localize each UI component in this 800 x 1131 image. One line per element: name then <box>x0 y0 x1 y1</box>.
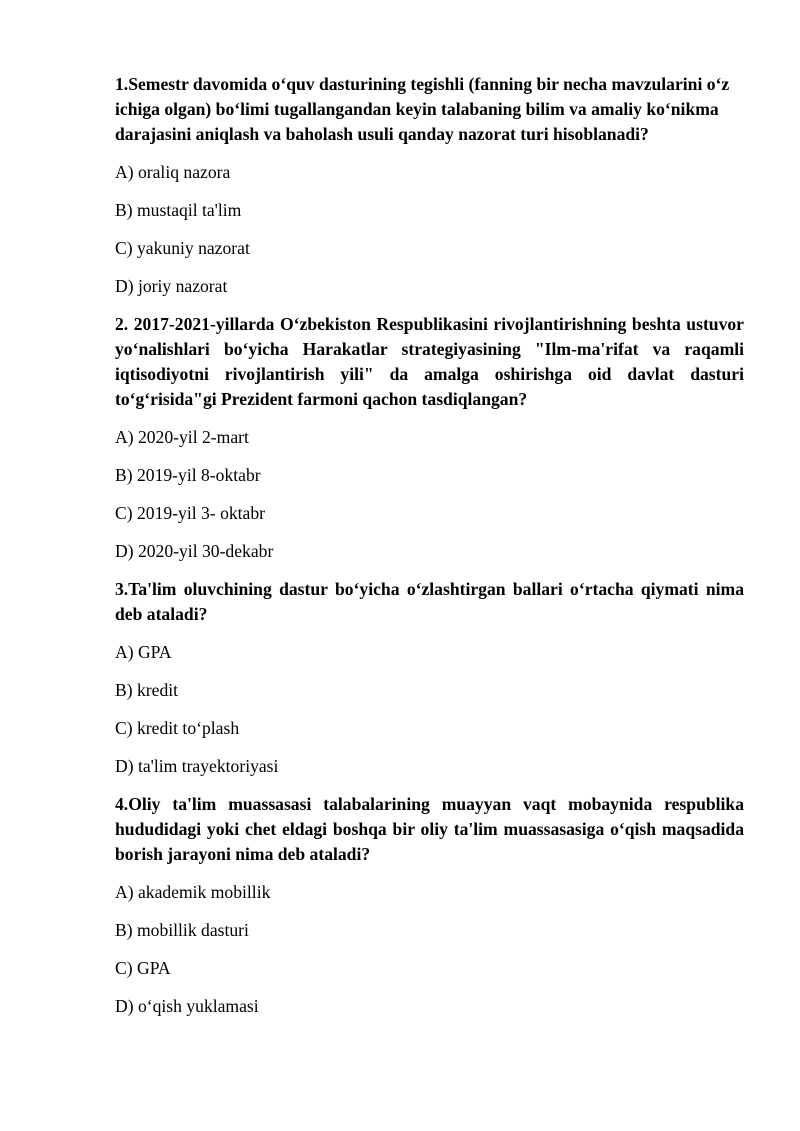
answer-option-b: B) kredit <box>115 680 179 700</box>
answer-option-a: A) oraliq nazora <box>115 162 231 182</box>
answer-option-c: C) yakuniy nazorat <box>115 238 250 258</box>
answer-option-c: C) 2019-yil 3- oktabr <box>115 503 266 523</box>
answer-option-a: A) GPA <box>115 642 172 662</box>
question-block-3 <box>115 577 744 778</box>
answer-option-d: D) ta'lim trayektoriyasi <box>115 756 279 776</box>
question-text: 4.Oliy ta'lim muassasasi talabalarining muayyan vaqt mobaynida respublika hududidagi yoki chet eldagi boshqa bir oliy ta'lim muassasasiga o‘qish maqsadida borish jarayoni nima deb ataladi? <box>115 794 744 864</box>
question-block-1 <box>115 72 744 298</box>
answer-option-a: A) 2020-yil 2-mart <box>115 427 249 447</box>
question-text: 3.Ta'lim oluvchining dastur bo‘yicha o‘zlashtirgan ballari o‘rtacha qiymati nima deb ataladi? <box>115 579 744 624</box>
question-text: 1.Semestr davomida o‘quv dasturining tegishli (fanning bir necha mavzularini o‘z ichiga olgan) bo‘limi tugallangandan keyin talabaning bilim va amaliy ko‘nikma darajasini aniqlash va baholash usuli qanday nazorat turi hisoblanadi? <box>115 74 730 144</box>
answer-option-d: D) joriy nazorat <box>115 276 228 296</box>
answer-option-a: A) akademik mobillik <box>115 882 271 902</box>
answer-option-d: D) 2020-yil 30-dekabr <box>115 541 274 561</box>
answer-option-b: B) mustaqil ta'lim <box>115 200 242 220</box>
question-block-2 <box>115 312 744 563</box>
answer-option-d: D) o‘qish yuklamasi <box>115 996 259 1016</box>
answer-option-b: B) mobillik dasturi <box>115 920 249 940</box>
answer-option-c: C) GPA <box>115 958 171 978</box>
question-block-4 <box>115 792 744 1018</box>
answer-option-b: B) 2019-yil 8-oktabr <box>115 465 261 485</box>
answer-option-c: C) kredit to‘plash <box>115 718 240 738</box>
question-text: 2. 2017-2021-yillarda O‘zbekiston Respublikasini rivojlantirishning beshta ustuvor yo‘nalishlari bo‘yicha Harakatlar strategiyasining "Ilm-ma'rifat va raqamli iqtisodiyotni rivojlantirish yili" da amalga oshirishga oid davlat dasturi to‘g‘risida"gi Prezident farmoni qachon tasdiqlangan? <box>115 314 744 409</box>
